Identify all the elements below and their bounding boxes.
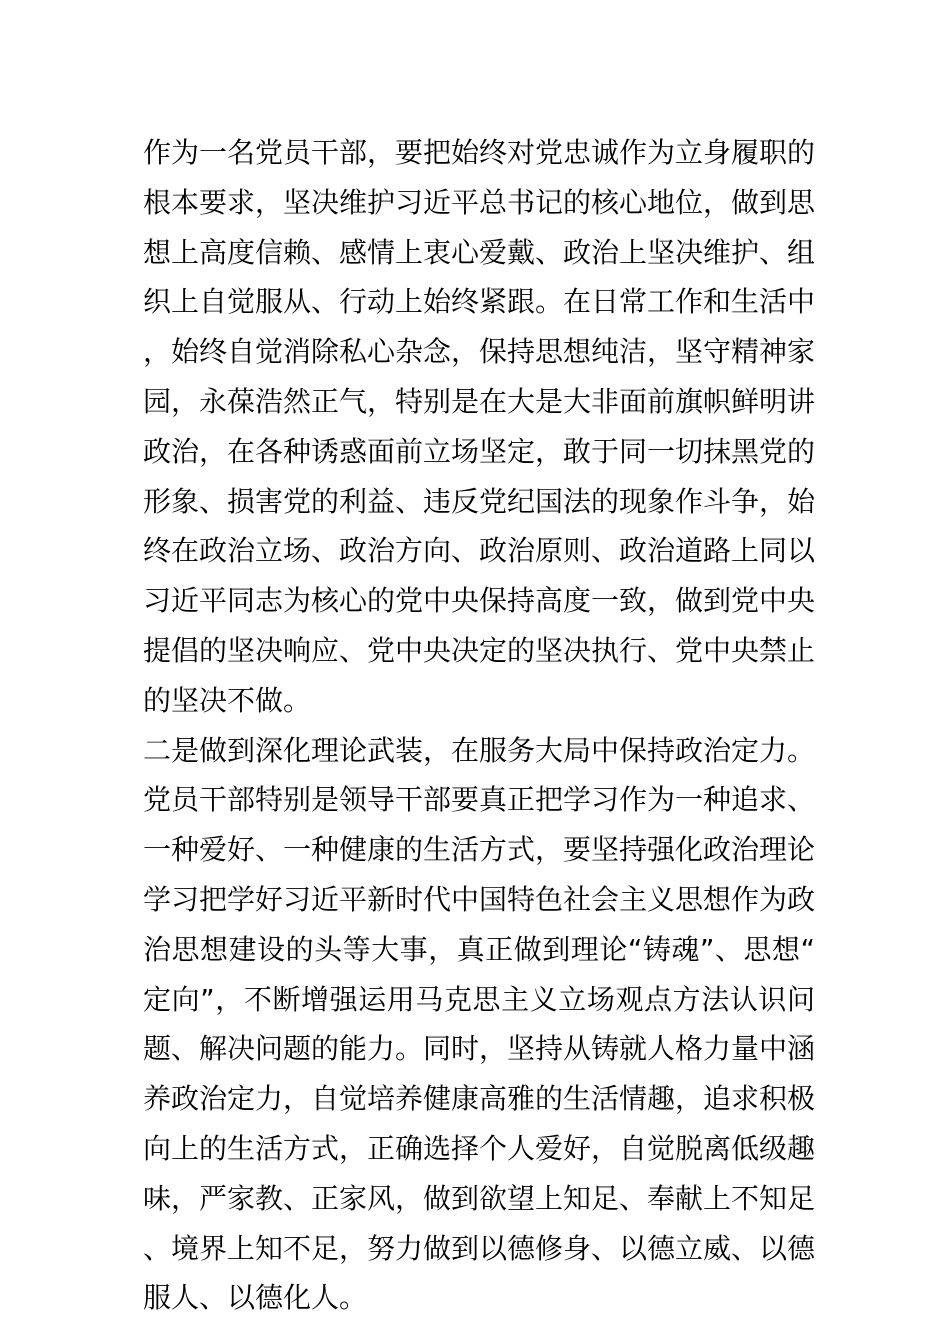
paragraph-loyalty: 作为一名党员干部，要把始终对党忠诚作为立身履职的根本要求，坚决维护习近平总书记的核心地位，做到思想上高度信赖、感情上衷心爱戴、政治上坚决维护、组织上自觉服从、行动上始终紧跟。在日常工作和生活中，始终自觉消除私心杂念，保持思想纯洁，坚守精神家园，永葆浩然正气，特别是在大是大非面前旗帜鲜明讲政治，在各种诱惑面前立场坚定，敢于同一切抹黑党的形象、损害党的利益、违反党纪国法的现象作斗争，始终在政治立场、政治方向、政治原则、政治道路上同以习近平同志为核心的党中央保持高度一致，做到党中央提倡的坚决响应、党中央决定的坚决执行、党中央禁止的坚决不做。	[143, 136, 816, 717]
paragraph-study: 党员干部特别是领导干部要真正把学习作为一种追求、一种爱好、一种健康的生活方式，要坚持强化政治理论学习把学好习近平新时代中国特色社会主义思想作为政治思想建设的头等大事，真正做到理论“铸魂”、思想“定向”，不断增强运用马克思主义立场观点方法认识问题、解决问题的能力。同时，坚持从铸就人格力量中涵养政治定力，自觉培养健康高雅的生活情趣，追求积极向上的生活方式，正确选择个人爱好，自觉脱离低级趣味，严家教、正家风，做到欲望上知足、奉献上不知足、境界上知不足，努力做到以德修身、以德立威、以德服人、以德化人。	[143, 783, 816, 1315]
body-text	[143, 128, 815, 1323]
paragraph-heading-theory: 二是做到深化理论武装，在服务大局中保持政治定力。	[143, 733, 816, 767]
